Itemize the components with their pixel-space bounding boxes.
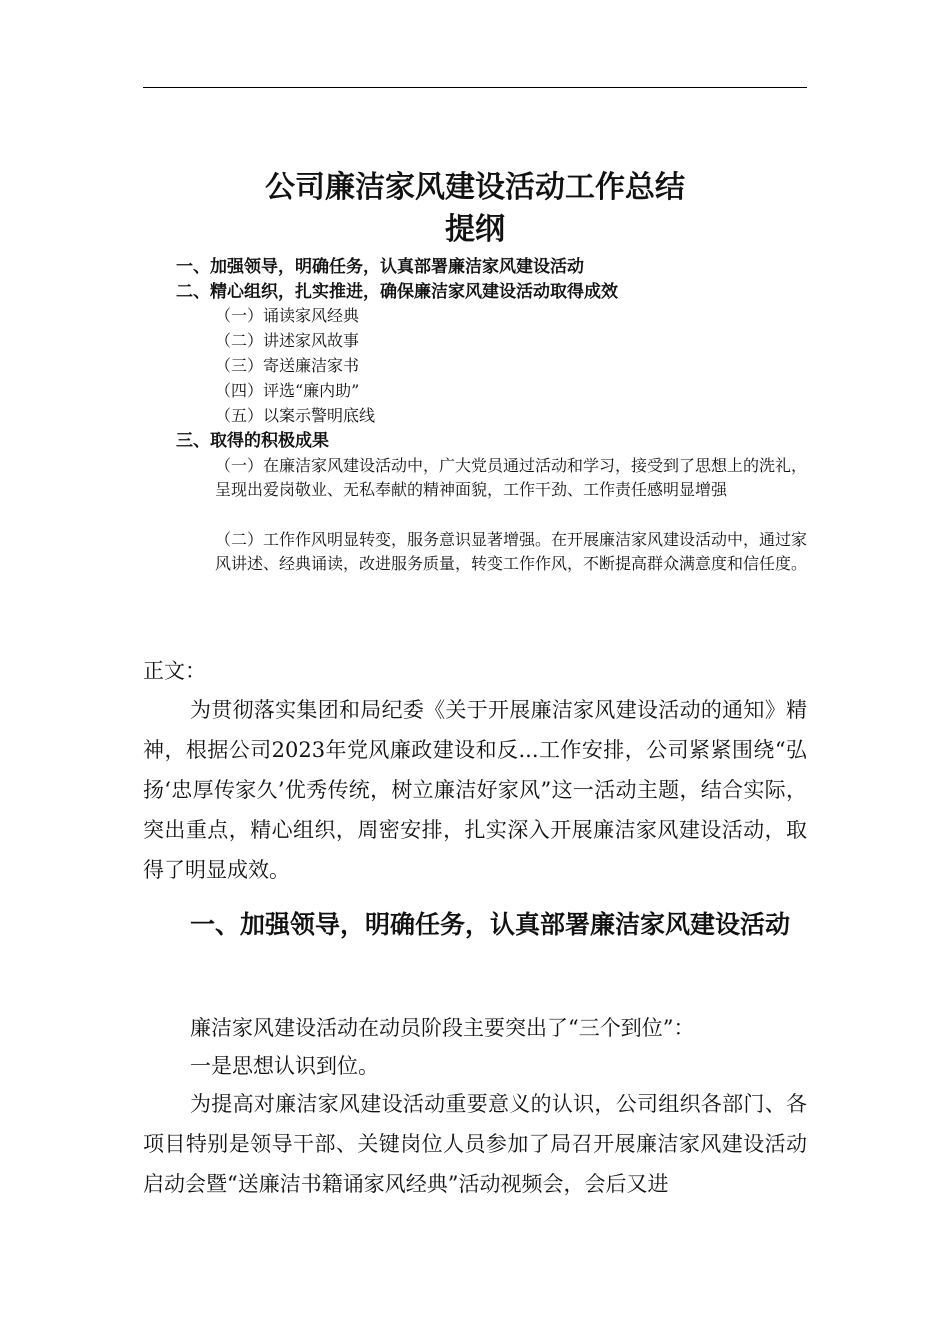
body-label: 正文：	[143, 659, 206, 683]
outline-result-2: （二）工作作风明显转变，服务意识显著增强。在开展廉洁家风建设活动中，通过家风讲述、经典诵读，改进服务质量，转变工作作风，不断提高群众满意度和信任度。	[215, 530, 808, 573]
outline-subitem: （三）寄送廉洁家书	[215, 356, 360, 375]
section-lead: 廉洁家风建设活动在动员阶段主要突出了“三个到位”：	[190, 1016, 695, 1040]
intro-paragraph: 为贯彻落实集团和局纪委《关于开展廉洁家风建设活动的通知》精神，根据公司2023年党风廉政建设和反...工作安排，公司紧紧围绕“弘扬‘忠厚传家久’优秀传统，树立廉洁好家风”这一活动主题，结合实际，突出重点，精心组织，周密安排，扎实深入开展廉洁家风建设活动，取得了明显成效。	[143, 698, 807, 882]
outline-item-1: 一、加强领导，明确任务，认真部署廉洁家风建设活动	[176, 257, 584, 277]
section-paragraph: 为提高对廉洁家风建设活动重要意义的认识，公司组织各部门、各项目特别是领导干部、关键岗位人员参加了局召开展廉洁家风建设活动启动会暨“送廉洁书籍诵家风经典”活动视频会，会后又进	[143, 1092, 807, 1196]
document-title: 公司廉洁家风建设活动工作总结	[265, 170, 685, 205]
outline-subitem: （一）诵读家风经典	[215, 306, 360, 325]
header-rule	[143, 87, 807, 88]
outline-subitem: （五）以案示警明底线	[215, 406, 376, 425]
outline-subitem: （二）讲述家风故事	[215, 331, 360, 350]
outline-subitem: （四）评选“廉内助”	[215, 381, 360, 400]
section-heading: 一、加强领导，明确任务，认真部署廉洁家风建设活动	[190, 910, 791, 939]
outline-item-3: 三、取得的积极成果	[176, 431, 329, 451]
outline-result-1: （一）在廉洁家风建设活动中，广大党员通过活动和学习，接受到了思想上的洗礼，呈现出爱岗敬业、无私奉献的精神面貌，工作干劲、工作责任感明显增强	[215, 456, 808, 499]
outline-item-2: 二、精心组织，扎实推进，确保廉洁家风建设活动取得成效	[176, 282, 618, 302]
document-subtitle: 提纲	[445, 212, 505, 247]
section-point: 一是思想认识到位。	[190, 1054, 379, 1078]
